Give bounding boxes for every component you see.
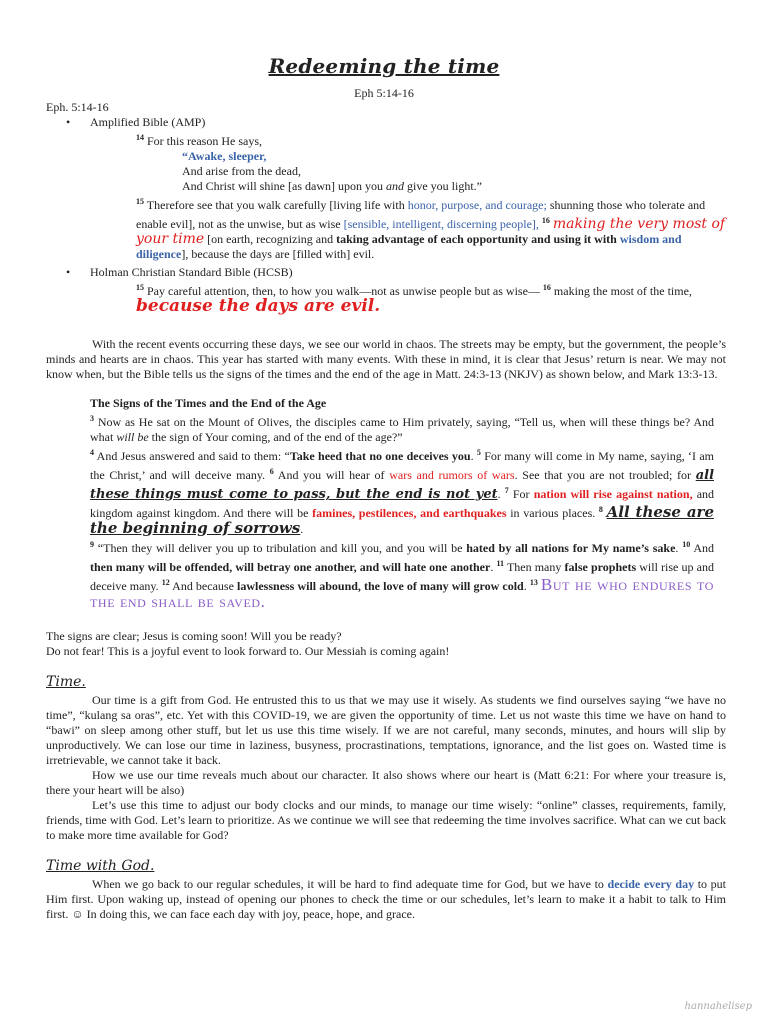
signs-v4-8: $^4$ And Jesus answered and said to them: “Take heed that no one deceives you. $^5$ For many will come in My name, saying, ‘I am the Christ,’ and will deceive many. $^6$ And you will hear of wars and rumors of wars. See that you are not troubled; for all these things must come to pass, but the end is not yet. $^7$ For nation will rise against nation, and kingdom against kingdom. And there will be famines, pestilences, and earthquakes in various places. $^8$ All these are the beginning of sorrows. (90, 448, 715, 537)
amp-line2: And arise from the dead, (182, 164, 301, 178)
do-not-fear: Do not fear! This is a joyful event to look forward to. Our Messiah is coming again! (46, 644, 450, 658)
page-title: Redeeming the time (268, 54, 500, 78)
amp-v15-16: $^{15}$ Therefore see that you walk carefully [living life with honor, purpose, and courage; shunning those who tolerate and enable evil], not as the unwise, but as wise [sensible, intelligent, discerning people], $^{16}$ making the very most of your time [on earth, recognizing and taking advantage of each opportunity and using it with wisdom and diligence], because the days are [filled with] evil. (136, 197, 726, 261)
signs-v3: $^3$ Now as He sat on the Mount of Olives, the disciples came to Him privately, saying, “Tell us, when will these things be? And what will be the sign of Your coming, and of the end of the age?” (90, 414, 714, 444)
signs-v9-13: $^9$ “Then they will deliver you up to tribulation and kill you, and you will be hated by all nations for My name’s sake. $^{10}$ And then many will be offended, will betray one another, and will hate one another. $^{11}$ Then many false prophets will rise up and deceive many. $^{12}$ And because lawlessness will abound, the love of many will grow cold. $^{13}$ But he who endures to the end shall be saved. (90, 540, 715, 611)
hcsb-verses: $^{15}$ Pay careful attention, then, to how you walk—not as unwise people but as wise— $^{16}$ making the most of the time, because the days are evil. (136, 283, 692, 316)
intro-paragraph: With the recent events occurring these days, we see our world in chaos. The streets may be empty, but the government, the people’s minds and hearts are in chaos. This year has started with many events. With these in mind, it is clear that Jesus’ return is near. We may not know when, but the Bible tells us the signs of the times and the end of the age in Matt. 24:3-13 (NKJV) as shown below, and Mark 13:3-13. (46, 337, 726, 381)
amp-label: • Amplified Bible (AMP) (46, 115, 726, 130)
signs-clear: The signs are clear; Jesus is coming soon! Will you be ready? (46, 629, 342, 643)
time-with-god-heading: Time with God. (46, 858, 155, 874)
signs-heading: The Signs of the Times and the End of the Age (90, 396, 327, 410)
time-with-god-paragraph: When we go back to our regular schedules, it will be hard to find adequate time for God, but we have to decide every day to put Him first. Upon waking up, instead of opening our phones to check the time or our schedules, let’s learn to make it a habit to talk to Him first. ☺ In doing this, we can face each day with joy, peace, hope, and grace. (46, 877, 727, 921)
time-paragraph-1: Our time is a gift from God. He entrusted this to us that we may use it wisely. As students we find ourselves saying “we have no time”, “kulang sa oras”, etc. Yet with this COVID-19, we are given the opportunity of time. Let us not waste this time we have on hand to “bawi” on sleep among other stuff, but let us use this time wisely. If we are not careful, many seconds, minutes, and hours will slip by unproductively. We can lose our time in laziness, busyness, procrastinations, temptations, ignorance, and the list goes on. Wasted time is irretrievable, we cannot take it back. (46, 693, 726, 767)
scripture-reference: Eph 5:14-16 (354, 86, 414, 100)
amp-line3: And Christ will shine [as dawn] upon you and give you light.” (182, 179, 482, 193)
time-paragraph-3: Let’s use this time to adjust our body clocks and our minds, to manage our time wisely: “online” classes, requirements, family, friends, time with God. Let’s learn to prioritize. As we continue we will see that redeeming the time involves sacrifice. What can we cut back to make more time available for God? (46, 798, 726, 842)
amp-awake: “Awake, sleeper, (182, 149, 267, 163)
document-body (46, 100, 726, 922)
amp-v14: $^{14}$ For this reason He says, (136, 133, 262, 148)
time-heading: Time. (46, 674, 86, 690)
time-paragraph-2: How we use our time reveals much about our character. It also shows where our heart is (Matt 6:21: For where your treasure is, there your heart will be also) (46, 768, 726, 797)
scripture-reference-left: Eph. 5:14-16 (46, 100, 109, 114)
hcsb-label: • Holman Christian Standard Bible (HCSB) (46, 265, 726, 280)
author-signature: hannahelisep (684, 1001, 752, 1012)
signs-passage (46, 396, 726, 611)
